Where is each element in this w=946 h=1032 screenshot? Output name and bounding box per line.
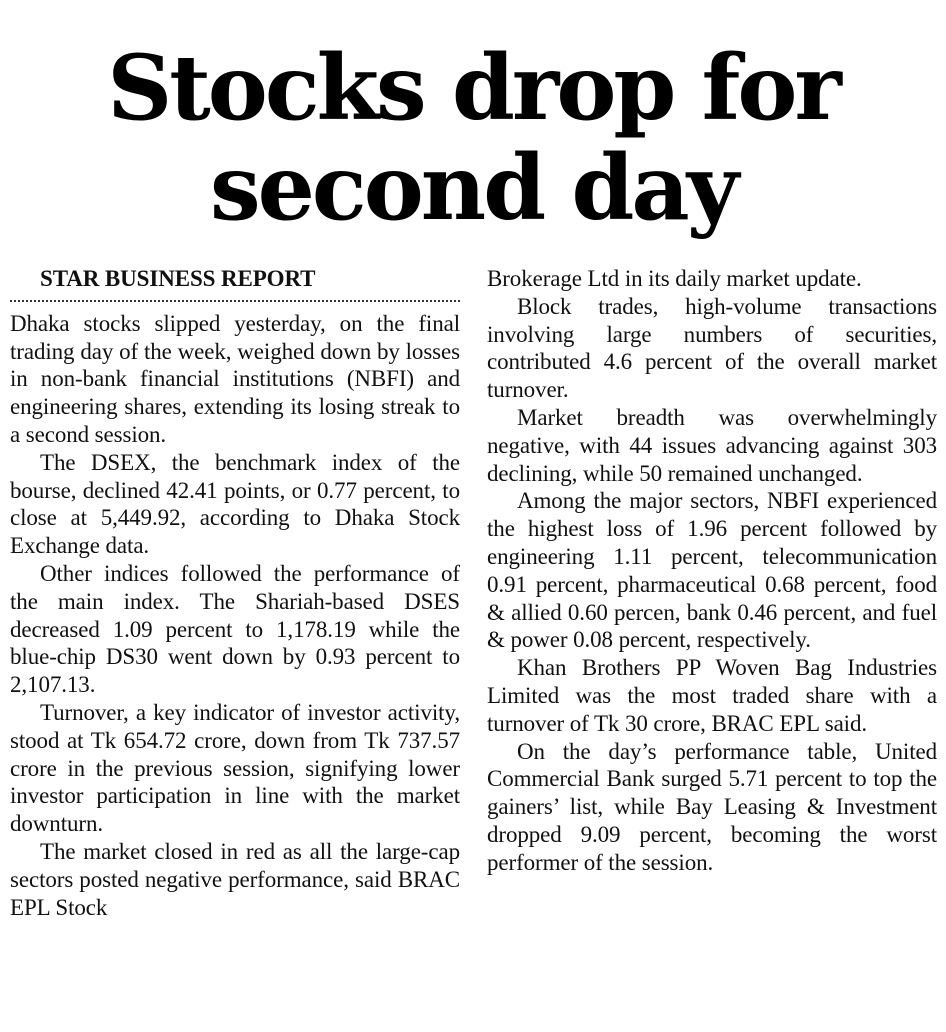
paragraph-3: Other indices followed the performance of the main index. The Shariah-based DSES decreased 1.09 percent to 1,178.19 while the blue-chip DS30 went down by 0.93 percent to 2,107.13. [10, 560, 460, 698]
paragraph-10: On the day’s performance table, United Commercial Bank surged 5.71 percent to top the gainers’ list, while Bay Leasing & Investment dropped 9.09 percent, becoming the worst performer of the session. [487, 738, 937, 875]
byline: STAR BUSINESS REPORT [40, 266, 316, 291]
headline [0, 35, 946, 241]
headline-line-2: second day [210, 135, 736, 241]
paragraph-5: The market closed in red as all the large-cap sectors posted negative performance, said BRAC EPL Stock [10, 838, 460, 920]
headline-line-1: Stocks drop for [107, 35, 839, 141]
paragraph-1: Dhaka stocks slipped yesterday, on the final trading day of the week, weighed down by losses in non-bank financial institutions (NBFI) and engineering shares, extending its losing streak to a second session. [10, 310, 460, 447]
paragraph-2: The DSEX, the benchmark index of the bourse, declined 42.41 points, or 0.77 percent, to close at 5,449.92, according to Dhaka Stock Exchange data. [10, 449, 460, 559]
paragraph-7: Market breadth was overwhelmingly negative, with 44 issues advancing against 303 declining, while 50 remained unchanged. [487, 404, 937, 486]
paragraph-5-continued: Brokerage Ltd in its daily market update. [487, 266, 862, 291]
paragraph-6: Block trades, high-volume transactions involving large numbers of securities, contributed 4.6 percent of the overall market turnover. [487, 293, 937, 403]
left-column [10, 265, 460, 921]
paragraph-8: Among the major sectors, NBFI experienced the highest loss of 1.96 percent followed by engineering 1.11 percent, telecommunication 0.91 percent, pharmaceutical 0.68 percent, food & allied 0.60 percen, bank 0.46 percent, and fuel & power 0.08 percent, respectively. [487, 488, 937, 653]
right-column [487, 265, 937, 877]
dotted-divider [10, 300, 460, 302]
paragraph-4: Turnover, a key indicator of investor activity, stood at Tk 654.72 crore, down from Tk 737.57 crore in the previous session, signifying lower investor participation in line with the market downturn. [10, 699, 460, 837]
paragraph-9: Khan Brothers PP Woven Bag Industries Limited was the most traded share with a turnover of Tk 30 crore, BRAC EPL said. [487, 655, 937, 736]
